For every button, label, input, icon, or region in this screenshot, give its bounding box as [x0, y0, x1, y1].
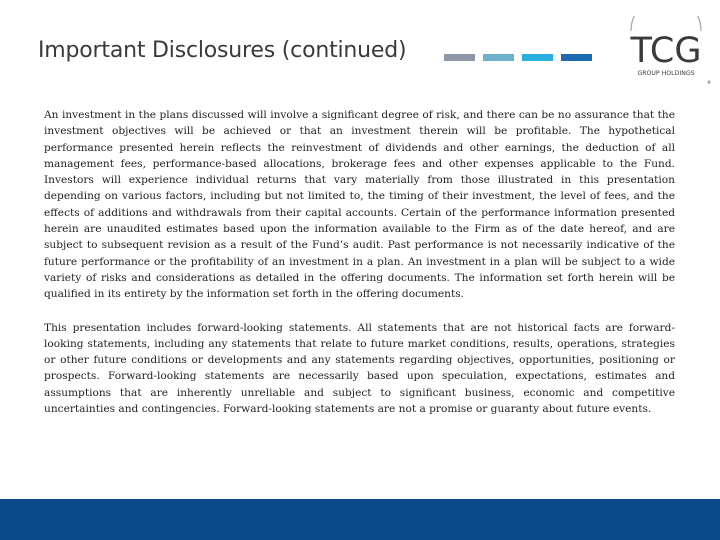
disclosure-paragraph-risk: An investment in the plans discussed will involve a significant degree of risk, and there can be no assurance that the investment objectives will be achieved or that an investment therein will be profitable. The hypothetical performance presented herein reflects the reinvestment of dividends and other earnings, the deduction of all management fees, performance-based allocations, brokerage fees and other expenses applicable to the Fund. Investors will experience individual returns that vary materially from those illustrated in this presentation depending on various factors, including but not limited to, the timing of their investment, the level of fees, and the effects of additions and withdrawals from their capital accounts. Certain of the performance information presented herein are unaudited estimates based upon the information available to the Firm as of the date hereof, and are subject to subsequent revision as a result of the Fund’s audit. Past performance is not necessarily indicative of the future performance or the profitability of an investment in a plan. An investment in a plan will be subject to a wide variety of risks and considerations as detailed in the offering documents. The information set forth herein will be qualified in its entirety by the information set forth in the offering documents.	[44, 109, 675, 301]
accent-bar-3	[522, 54, 553, 61]
accent-bar-4	[561, 54, 592, 61]
accent-bar-2	[483, 54, 514, 61]
logo-registered-mark: ®	[707, 80, 711, 85]
page-title: Important Disclosures (continued)	[38, 38, 407, 63]
logo-ring-arc	[631, 16, 701, 31]
disclosure-body	[44, 107, 675, 434]
accent-bar-1	[444, 54, 475, 61]
accent-bars	[444, 54, 592, 61]
tcg-logo	[616, 16, 716, 88]
footer-band	[0, 499, 720, 540]
logo-subtext: GROUP HOLDINGS	[637, 70, 695, 77]
disclosure-paragraph-forward-looking: This presentation includes forward-looking statements. All statements that are not historical facts are forward-looking statements, including any statements that relate to future market conditions, results, operations, strategies or other future conditions or developments and any statements regarding objectives, opportunities, positioning or prospects. Forward-looking statements are necessarily based upon speculation, expectations, estimates and assumptions that are inherently unreliable and subject to significant business, economic and competitive uncertainties and contingencies. Forward-looking statements are not a promise or guaranty about future events.	[44, 321, 675, 416]
logo-text: TCG	[630, 31, 702, 71]
